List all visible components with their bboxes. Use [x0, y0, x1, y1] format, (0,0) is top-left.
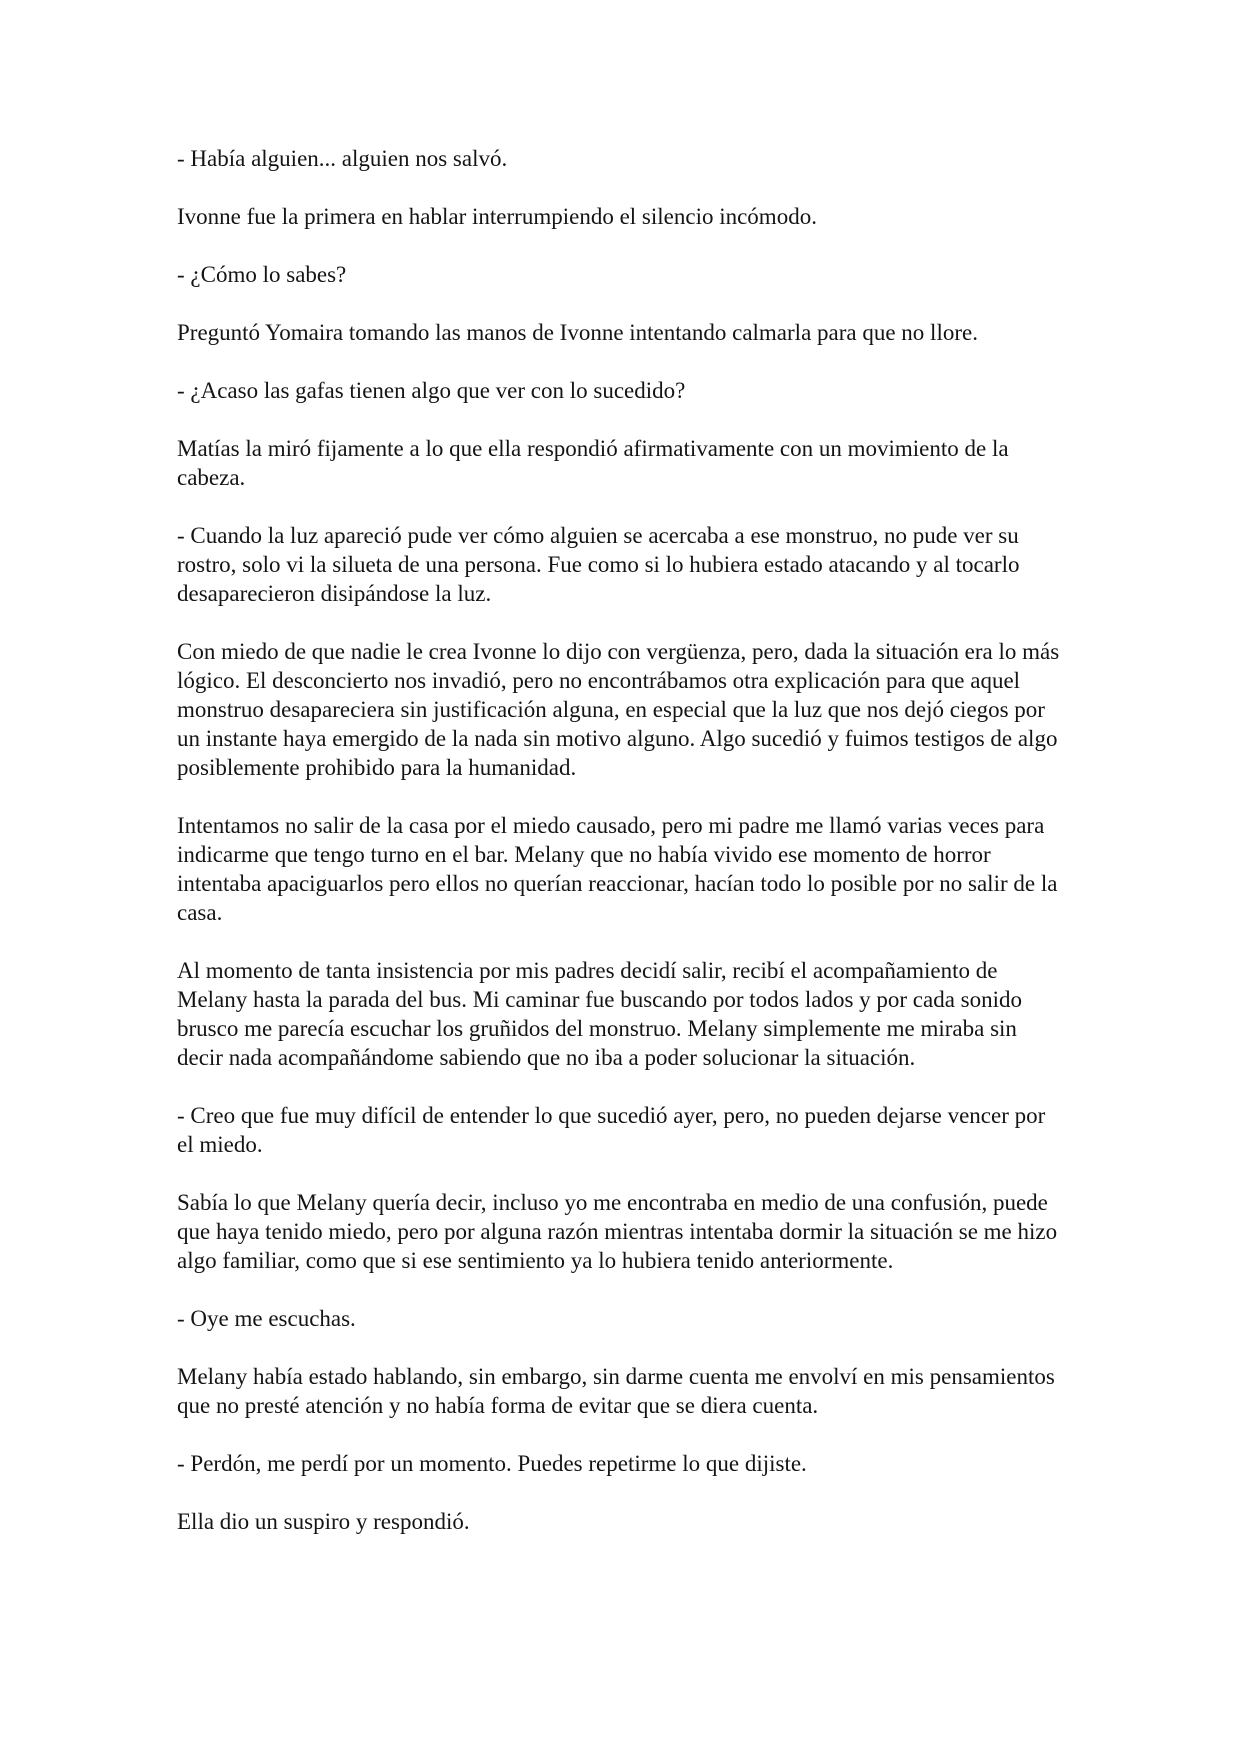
paragraph-7: - Cuando la luz apareció pude ver cómo alguien se acercaba a ese monstruo, no pude ver su rostro, solo vi la silueta de una persona. Fue como si lo hubiera estado atacando y al tocarlo desaparecieron disipándose la luz. — [177, 523, 1020, 606]
paragraph-13: - Oye me escuchas. — [177, 1306, 356, 1331]
paragraph-16: Ella dio un suspiro y respondió. — [177, 1509, 470, 1534]
paragraph-10: Al momento de tanta insistencia por mis padres decidí salir, recibí el acompañamiento de Melany hasta la parada del bus. Mi caminar fue buscando por todos lados y por cada sonido brusco me parecía escuchar los gruñidos del monstruo. Melany simplemente me miraba sin decir nada acompañándome sabiendo que no iba a poder solucionar la situación. — [177, 958, 1023, 1070]
paragraph-4: Preguntó Yomaira tomando las manos de Ivonne intentando calmarla para que no llore. — [177, 320, 978, 345]
paragraph-9: Intentamos no salir de la casa por el miedo causado, pero mi padre me llamó varias veces para indicarme que tengo turno en el bar. Melany que no había vivido ese momento de horror intentaba apaciguarlos pero ellos no querían reaccionar, hacían todo lo posible por no salir de la casa. — [177, 813, 1058, 925]
text-body — [177, 144, 1064, 1536]
paragraph-11: - Creo que fue muy difícil de entender lo que sucedió ayer, pero, no pueden dejarse vencer por el miedo. — [177, 1103, 1046, 1157]
paragraph-15: - Perdón, me perdí por un momento. Puedes repetirme lo que dijiste. — [177, 1451, 807, 1476]
paragraph-1: - Había alguien... alguien nos salvó. — [177, 146, 508, 171]
paragraph-5: - ¿Acaso las gafas tienen algo que ver con lo sucedido? — [177, 378, 686, 403]
paragraph-12: Sabía lo que Melany quería decir, incluso yo me encontraba en medio de una confusión, puede que haya tenido miedo, pero por alguna razón mientras intentaba dormir la situación se me hizo algo familiar, como que si ese sentimiento ya lo hubiera tenido anteriormente. — [177, 1190, 1058, 1273]
paragraph-2: Ivonne fue la primera en hablar interrumpiendo el silencio incómodo. — [177, 204, 817, 229]
paragraph-6: Matías la miró fijamente a lo que ella respondió afirmativamente con un movimiento de la cabeza. — [177, 436, 1009, 490]
paragraph-3: - ¿Cómo lo sabes? — [177, 262, 347, 287]
paragraph-14: Melany había estado hablando, sin embargo, sin darme cuenta me envolví en mis pensamientos que no presté atención y no había forma de evitar que se diera cuenta. — [177, 1364, 1055, 1418]
paragraph-8: Con miedo de que nadie le crea Ivonne lo dijo con vergüenza, pero, dada la situación era lo más lógico. El desconcierto nos invadió, pero no encontrábamos otra explicación para que aquel monstruo desapareciera sin justificación alguna, en especial que la luz que nos dejó ciegos por un instante haya emergido de la nada sin motivo alguno. Algo sucedió y fuimos testigos de algo posiblemente prohibido para la humanidad. — [177, 639, 1060, 780]
